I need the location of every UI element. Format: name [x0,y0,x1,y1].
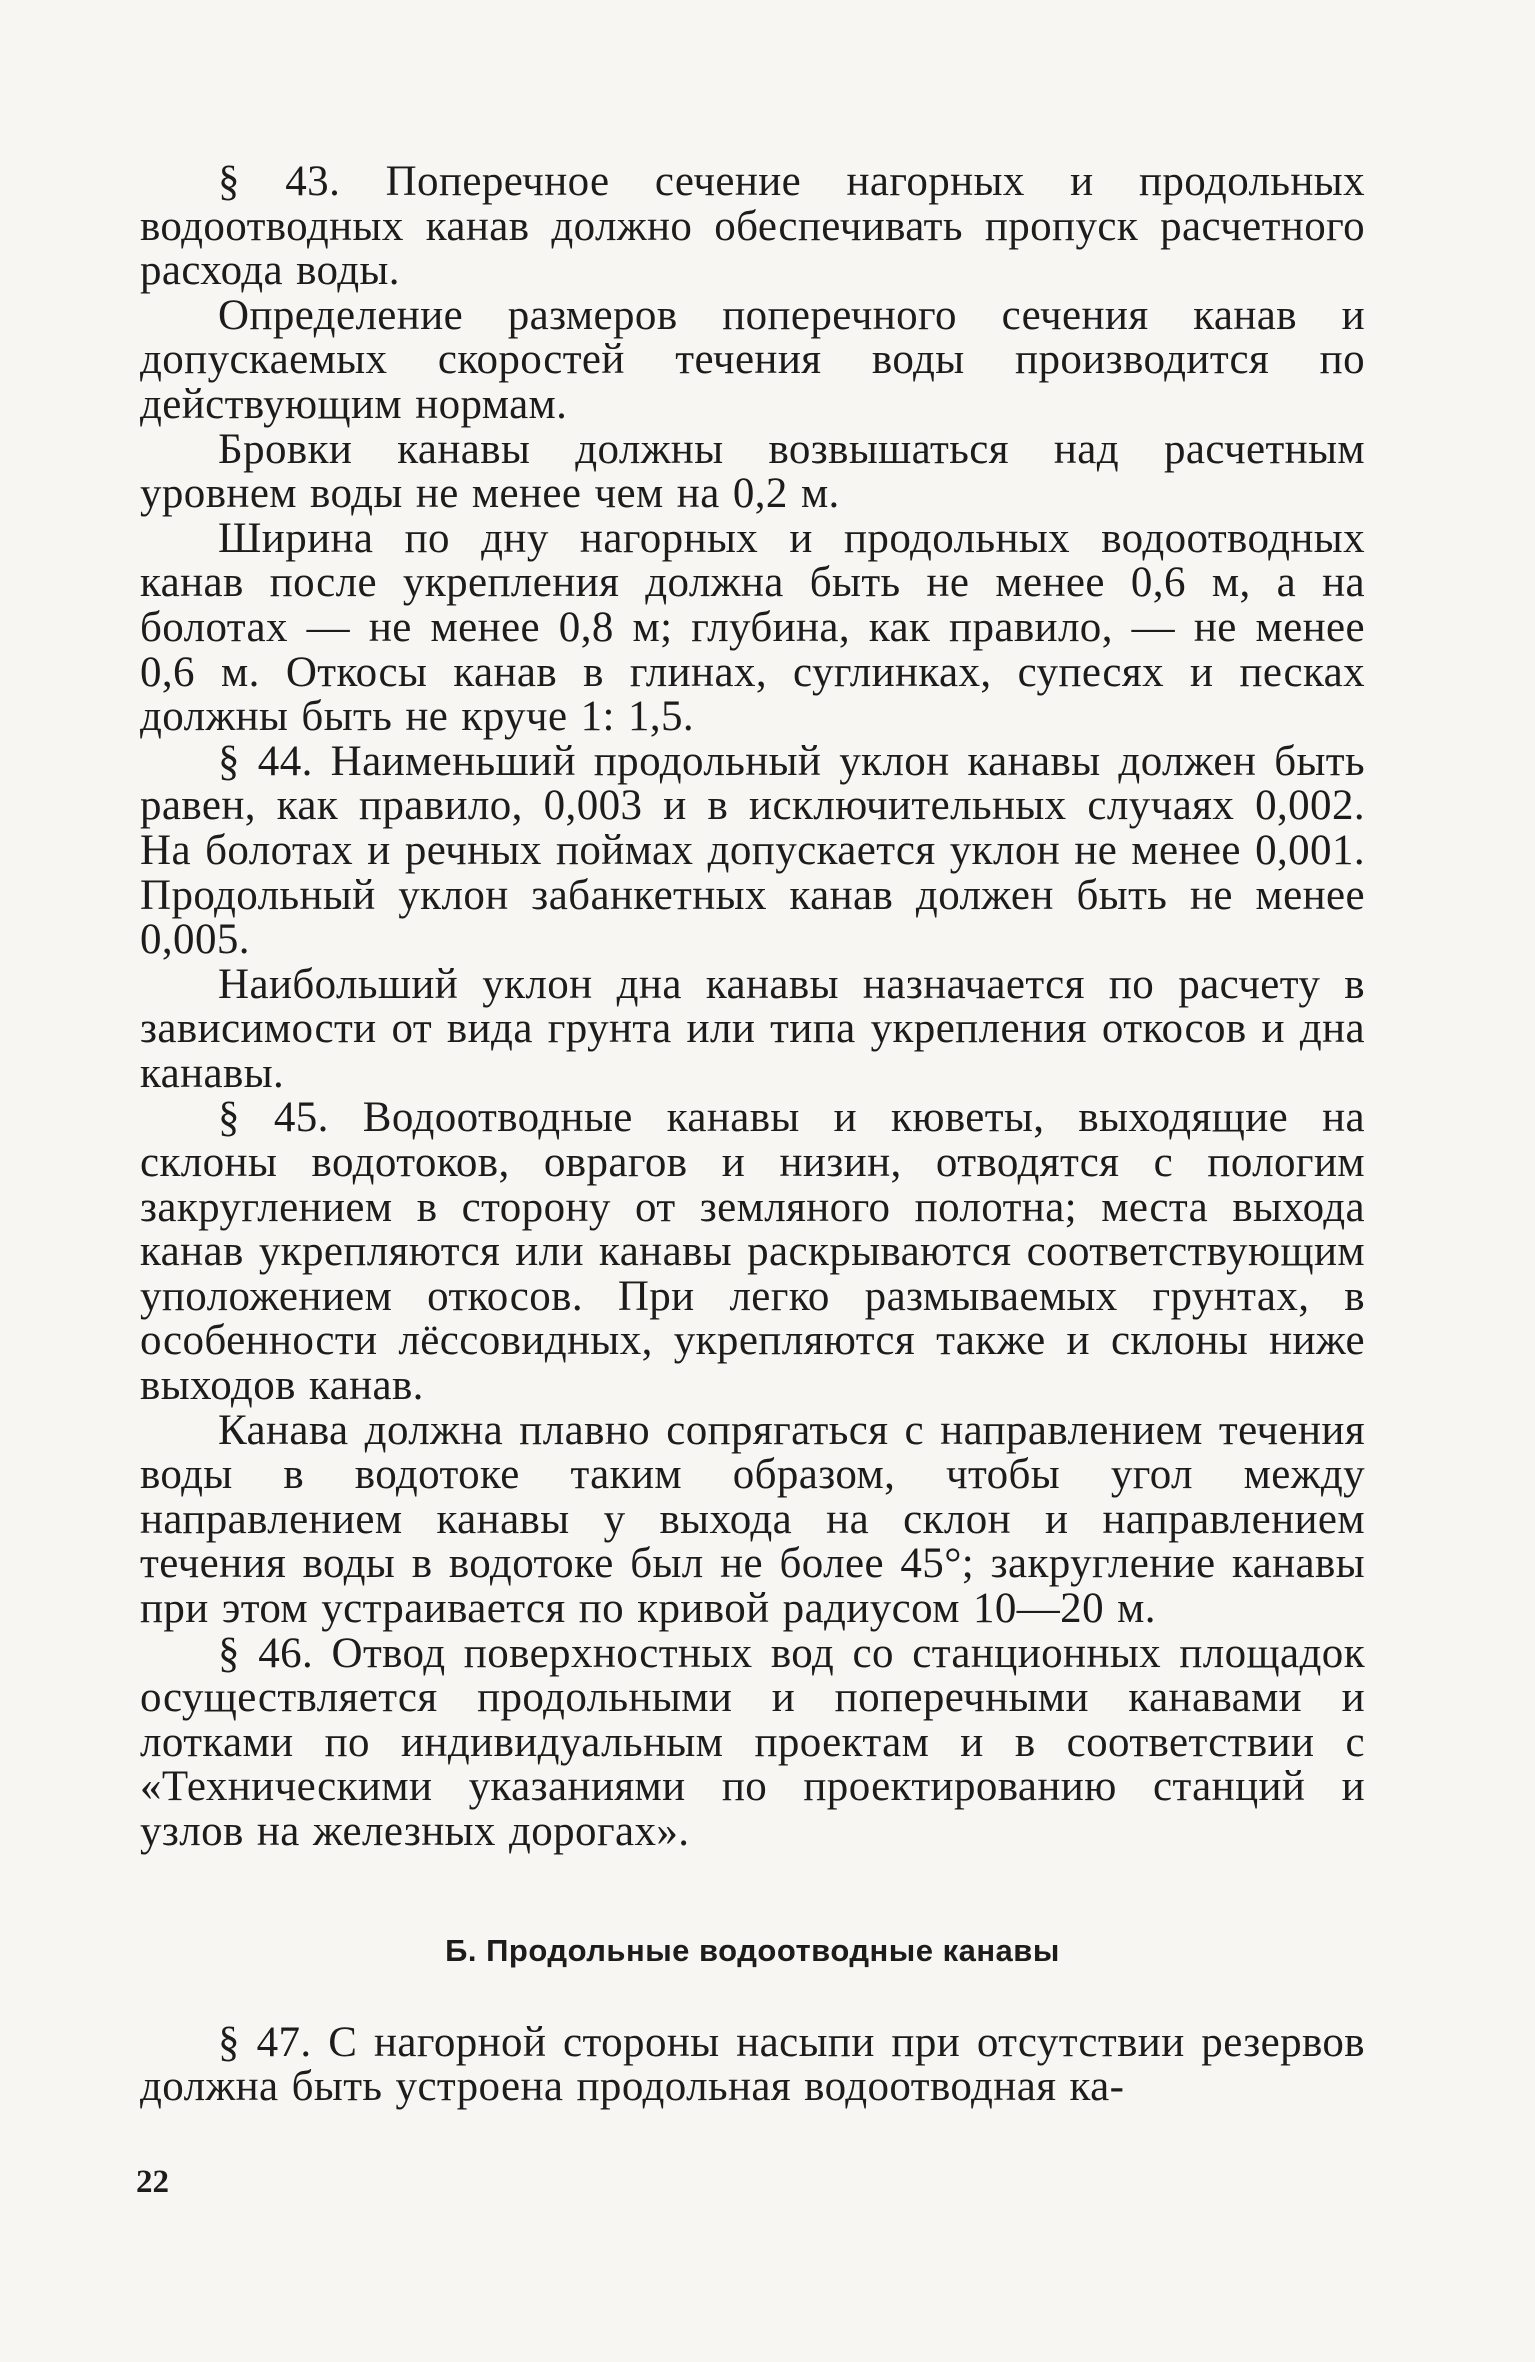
paragraph-edges: Бровки канавы должны возвышаться над расчетным уровнем воды не менее чем на 0,2 м. [140,425,1365,518]
body-text [140,160,1365,2110]
paragraph-junction: Канава должна плавно сопрягаться с направлением течения воды в водотоке таким образом, чтобы угол между направлением канавы у выхода на склон и направлением течения воды в водотоке был не более 45°; закругление канавы при этом устраивается по кривой радиусом 10—20 м. [140,1406,1365,1632]
page-number: 22 [136,2164,169,2200]
section-heading: Б. Продольные водоотводные канавы [445,1932,1060,1968]
paragraph-44: § 44. Наименьший продольный уклон канавы должен быть равен, как правило, 0,003 и в исключительных случаях 0,002. На болотах и речных поймах допускается уклон не менее 0,001. Продольный уклон забанкетных канав должен быть не менее 0,005. [140,737,1365,964]
paragraph-width: Ширина по дну нагорных и продольных водоотводных канав после укрепления должна быть не менее 0,6 м, а на болотах — не менее 0,8 м; глубина, как правило, — не менее 0,6 м. Откосы канав в глинах, суглинках, супесях и песках должны быть не круче 1: 1,5. [140,514,1365,741]
paragraph-47: § 47. С нагорной стороны насыпи при отсутствии резервов должна быть устроена продольная водоотводная ка- [140,2018,1365,2111]
paragraph-cross-section: Определение размеров поперечного сечения канав и допускаемых скоростей течения воды производится по действующим нормам. [140,291,1365,428]
paragraph-45: § 45. Водоотводные канавы и кюветы, выходящие на склоны водотоков, оврагов и низин, отводятся с пологим закруглением в сторону от земляного полотна; места выхода канав укрепляются или канавы раскрываются соответствующим уположением откосов. При легко размываемых грунтах, в особенности лёссовидных, укрепляются также и склоны ниже выходов канав. [140,1094,1365,1410]
paragraph-46: § 46. Отвод поверхностных вод со станционных площадок осуществляется продольными и поперечными канавами и лотками по индивидуальным проектам и в соответствии с «Техническими указаниями по проектированию станций и узлов на железных дорогах». [140,1629,1365,1855]
paragraph-43: § 43. Поперечное сечение нагорных и продольных водоотводных канав должно обеспечивать пропуск расчетного расхода воды. [140,158,1365,295]
paragraph-max-slope: Наибольший уклон дна канавы назначается по расчету в зависимости от вида грунта или типа укрепления откосов и дна канавы. [140,960,1365,1097]
